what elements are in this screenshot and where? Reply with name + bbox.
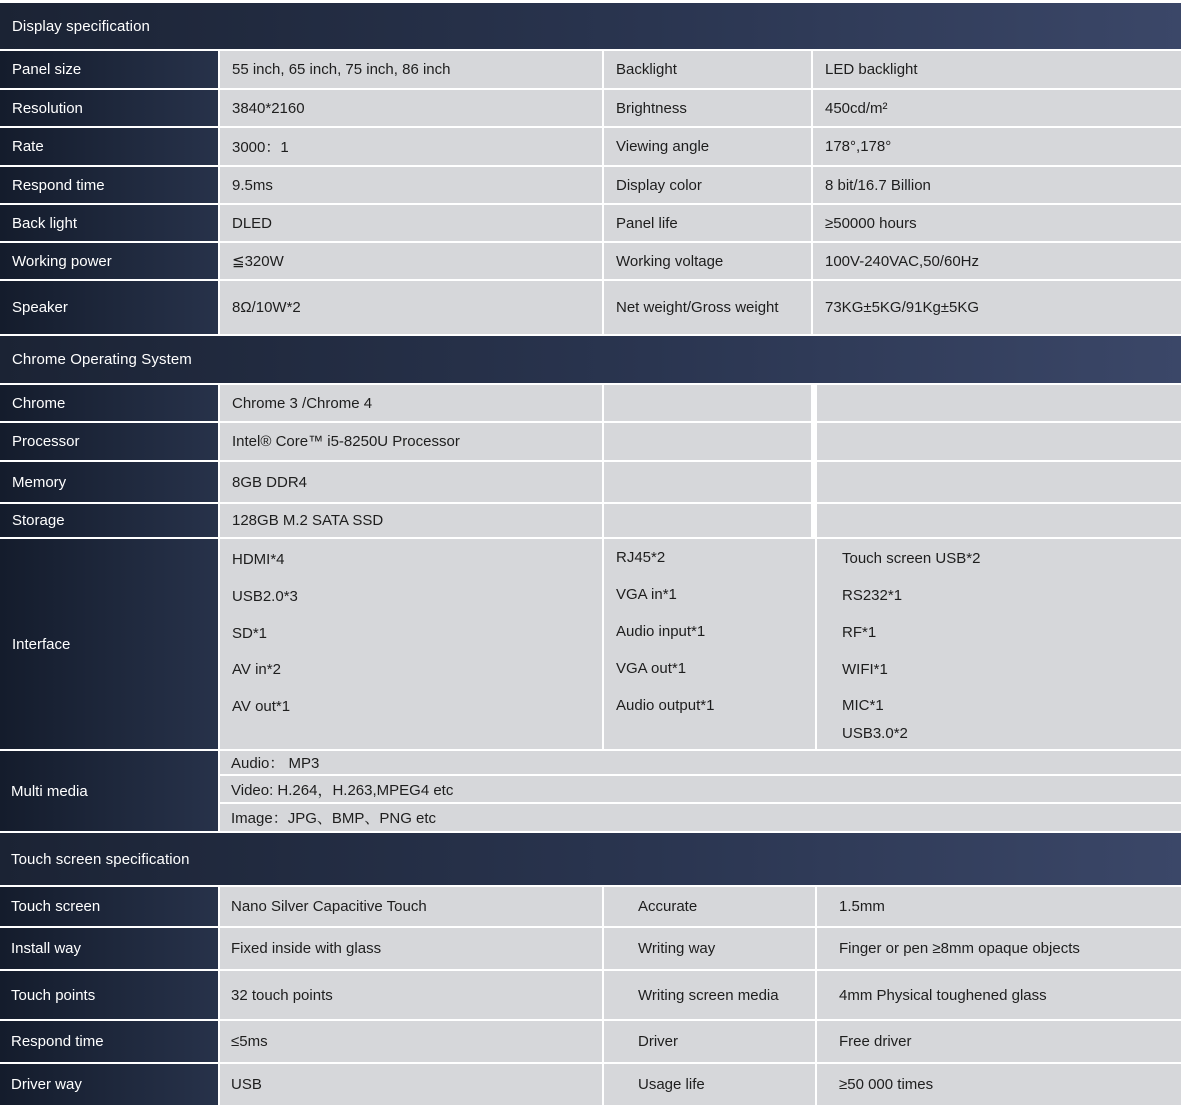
interface-item: USB2.0*3 — [232, 588, 298, 605]
row-value-secondary: LED backlight — [813, 51, 1181, 88]
row-label: Respond time — [0, 1021, 218, 1062]
interface-item: HDMI*4 — [232, 551, 285, 568]
interface-list-1 — [220, 539, 602, 749]
empty-cell — [817, 504, 1181, 537]
row-label-interface: Interface — [0, 539, 218, 749]
row-label-secondary: Viewing angle — [604, 128, 811, 165]
multimedia-line: Video: H.264，H.263,MPEG4 etc — [220, 776, 1181, 802]
section-header-chrome: Chrome Operating System — [0, 336, 1181, 383]
row-value: Fixed inside with glass — [220, 928, 602, 969]
row-label-secondary: Writing screen media — [604, 971, 815, 1019]
row-value: 128GB M.2 SATA SSD — [220, 504, 602, 537]
interface-item: RS232*1 — [842, 587, 903, 604]
row-label-secondary: Working voltage — [604, 243, 811, 279]
row-value-secondary: ≥50 000 times — [817, 1064, 1181, 1105]
interface-list-3 — [817, 539, 1181, 749]
row-value: 3840*2160 — [220, 90, 602, 126]
row-value-secondary: 100V-240VAC,50/60Hz — [813, 243, 1181, 279]
empty-cell — [817, 423, 1181, 460]
row-label: Install way — [0, 928, 218, 969]
row-label-secondary: Display color — [604, 167, 811, 203]
row-value: USB — [220, 1064, 602, 1105]
row-label-multimedia: Multi media — [0, 751, 218, 831]
interface-item: Touch screen USB*2 — [842, 550, 981, 567]
row-value-secondary: 4mm Physical toughened glass — [817, 971, 1181, 1019]
row-value: Nano Silver Capacitive Touch — [220, 887, 602, 926]
row-value-secondary: 450cd/m² — [813, 90, 1181, 126]
empty-cell — [604, 385, 811, 421]
row-value: Chrome 3 /Chrome 4 — [220, 385, 602, 421]
interface-item: Audio output*1 — [616, 697, 715, 714]
row-label: Rate — [0, 128, 218, 165]
row-value: 9.5ms — [220, 167, 602, 203]
multimedia-line: Image：JPG、BMP、PNG etc — [220, 804, 1181, 831]
row-label-secondary: Brightness — [604, 90, 811, 126]
row-label: Processor — [0, 423, 218, 460]
interface-item: SD*1 — [232, 625, 268, 642]
row-label-secondary: Backlight — [604, 51, 811, 88]
row-value-secondary: 73KG±5KG/91Kg±5KG — [813, 281, 1181, 334]
row-label-secondary: Driver — [604, 1021, 815, 1062]
section-header-touch: Touch screen specification — [0, 833, 1181, 885]
row-value-secondary: 1.5mm — [817, 887, 1181, 926]
row-label-secondary: Net weight/Gross weight — [604, 281, 811, 334]
row-value: Intel® Core™ i5-8250U Processor — [220, 423, 602, 460]
empty-cell — [604, 423, 811, 460]
interface-item: RJ45*2 — [616, 549, 666, 566]
section-header-display: Display specification — [0, 3, 1181, 49]
interface-item: VGA in*1 — [616, 586, 677, 603]
row-label-secondary: Usage life — [604, 1064, 815, 1105]
row-label: Memory — [0, 462, 218, 502]
empty-cell — [817, 462, 1181, 502]
row-label: Touch points — [0, 971, 218, 1019]
row-value: 8Ω/10W*2 — [220, 281, 602, 334]
row-value: DLED — [220, 205, 602, 241]
row-value: ≤5ms — [220, 1021, 602, 1062]
empty-cell — [604, 462, 811, 502]
row-value: 55 inch, 65 inch, 75 inch, 86 inch — [220, 51, 602, 88]
row-label: Working power — [0, 243, 218, 279]
interface-list-2 — [604, 539, 815, 749]
row-label-secondary: Panel life — [604, 205, 811, 241]
row-value: ≦320W — [220, 243, 602, 279]
row-label: Resolution — [0, 90, 218, 126]
row-label: Speaker — [0, 281, 218, 334]
interface-item: USB3.0*2 — [842, 725, 908, 742]
row-label: Chrome — [0, 385, 218, 421]
row-label-secondary: Writing way — [604, 928, 815, 969]
row-label: Respond time — [0, 167, 218, 203]
row-label: Driver way — [0, 1064, 218, 1105]
interface-item: AV out*1 — [232, 698, 291, 715]
row-value: 8GB DDR4 — [220, 462, 602, 502]
row-value: 32 touch points — [220, 971, 602, 1019]
row-label: Touch screen — [0, 887, 218, 926]
row-value-secondary: ≥50000 hours — [813, 205, 1181, 241]
row-value-secondary: Finger or pen ≥8mm opaque objects — [817, 928, 1181, 969]
multimedia-line: Audio： MP3 — [220, 751, 1181, 774]
interface-item: WIFI*1 — [842, 661, 888, 678]
row-label: Panel size — [0, 51, 218, 88]
row-value-secondary: Free driver — [817, 1021, 1181, 1062]
row-label-secondary: Accurate — [604, 887, 815, 926]
empty-cell — [604, 504, 811, 537]
empty-cell — [817, 385, 1181, 421]
interface-item: RF*1 — [842, 624, 877, 641]
row-value-secondary: 178°,178° — [813, 128, 1181, 165]
row-label: Back light — [0, 205, 218, 241]
interface-item: AV in*2 — [232, 661, 281, 678]
interface-item: VGA out*1 — [616, 660, 687, 677]
interface-item: MIC*1 — [842, 697, 884, 714]
interface-item: Audio input*1 — [616, 623, 706, 640]
row-label: Storage — [0, 504, 218, 537]
row-value-secondary: 8 bit/16.7 Billion — [813, 167, 1181, 203]
row-value: 3000：1 — [220, 128, 602, 165]
